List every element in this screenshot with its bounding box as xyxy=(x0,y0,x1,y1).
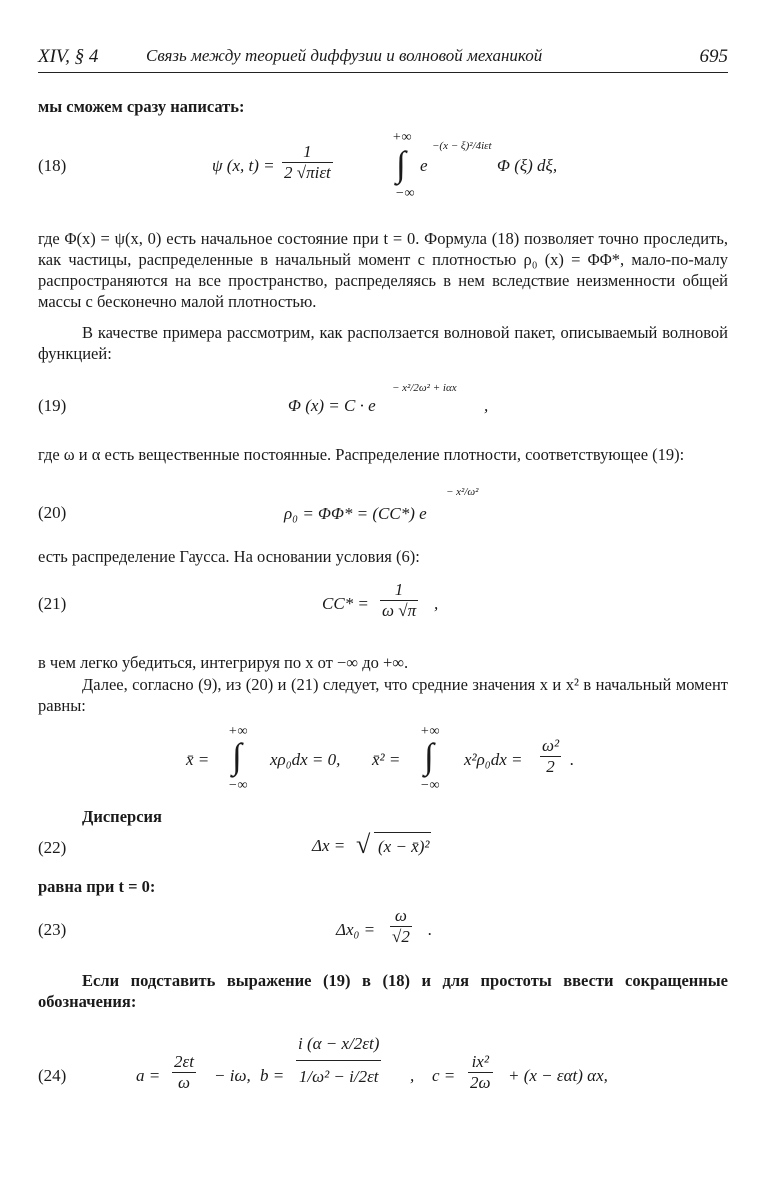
eq18-tail: Φ (ξ) dξ, xyxy=(497,156,558,175)
eq24-c-lhs: c = xyxy=(432,1066,456,1085)
page-number: 695 xyxy=(699,46,728,67)
eq22-radicand: (x − x̄)² xyxy=(374,832,431,857)
chapter-title: Связь между теорией диффузии и волновой механикой xyxy=(146,46,543,65)
eq24-a-tail: − iω, xyxy=(214,1066,251,1085)
mean-x2-den: 2 xyxy=(540,756,561,777)
eq21-lhs: CC* = xyxy=(322,594,369,613)
eq23-lhs: Δx₀ = xyxy=(336,920,376,939)
running-header xyxy=(38,44,728,73)
paragraph-integrating: в чем легко убедиться, интегрируя по x от −∞ до +∞. xyxy=(38,653,409,672)
eq20-exponent: − x²/ω² xyxy=(446,486,479,498)
eq24-b-fraction xyxy=(296,1034,381,1087)
eq22-lhs: Δx = xyxy=(312,836,346,855)
equation-label-20: (20) xyxy=(38,503,67,522)
equation-22 xyxy=(312,828,472,862)
eq18-lower-limit: −∞ xyxy=(395,186,415,201)
eq18-num: 1 xyxy=(303,142,312,161)
eq18-fraction xyxy=(282,142,333,183)
eq24-b-lhs: b = xyxy=(260,1066,285,1085)
eq24-c-num: ix² xyxy=(471,1052,489,1071)
equation-24 xyxy=(136,1030,696,1120)
paragraph-formula-18: где Φ(x) = ψ(x, 0) есть начальное состояние при t = 0. Формула (18) позволяет точно проследить, как частицы, распределенные в начальный момент с плотностью ρ₀ (x) = ΦΦ*, мало-по-малу распространяются на все пространство, распределяясь в нем вследствие неизменности общей массы с бесконечно малой плотностью. xyxy=(38,229,728,311)
mean-x-upper-limit: +∞ xyxy=(228,724,248,739)
eq23-num: ω xyxy=(394,906,407,925)
eq21-tail: , xyxy=(434,594,439,613)
eq18-exp-base: e xyxy=(420,156,428,175)
eq24-b-tail: , xyxy=(410,1066,415,1085)
paragraph-intro: мы сможем сразу написать: xyxy=(38,97,245,116)
label-dispersion: Дисперсия xyxy=(82,807,162,826)
mean-x2-fraction xyxy=(540,736,561,777)
paragraph-means: Далее, согласно (9), из (20) и (21) следует, что средние значения x и x² в начальный момент равны: xyxy=(38,675,728,715)
sqrt-sign: √ xyxy=(356,830,371,859)
mean-x-lower-limit: −∞ xyxy=(228,778,248,793)
eq21-den: ω √π xyxy=(382,601,417,620)
paragraph-constants: где ω и α есть вещественные постоянные. Распределение плотности, соответствующее (19): xyxy=(38,445,685,464)
paragraph-substitute: Если подставить выражение (19) в (18) и для простоты ввести сокращенные обозначения: xyxy=(38,971,728,1011)
eq19-exponent: − x²/2ω² + iαx xyxy=(392,382,457,394)
paragraph-gauss: есть распределение Гаусса. На основании условия (6): xyxy=(38,547,420,566)
eq18-den: 2 √πiεt xyxy=(284,163,331,182)
section-number: XIV, § 4 xyxy=(38,46,99,67)
eq24-b-num: i (α − x/2εt) xyxy=(298,1034,380,1053)
mean-x2-tail: . xyxy=(570,750,575,769)
eq18-upper-limit: +∞ xyxy=(392,130,412,145)
eq19-lhs: Φ (x) = C · e xyxy=(288,396,376,415)
eq24-a-fraction xyxy=(172,1052,196,1093)
paragraph-example: В качестве примера рассмотрим, как расползается волновой пакет, описываемый волновой функцией: xyxy=(38,323,728,363)
equation-21 xyxy=(322,578,482,628)
equation-label-18: (18) xyxy=(38,156,67,175)
equation-label-24: (24) xyxy=(38,1066,67,1085)
integral-sign: ∫ xyxy=(424,736,434,776)
mean-x-lhs: x̄ = xyxy=(186,750,210,769)
eq21-num: 1 xyxy=(394,580,404,599)
eq23-tail: . xyxy=(428,920,433,939)
equation-label-23: (23) xyxy=(38,920,67,939)
eq23-fraction xyxy=(390,906,412,947)
eq24-c-tail: + (x − εαt) αx, xyxy=(508,1066,608,1085)
paragraph-at-t0: равна при t = 0: xyxy=(38,877,156,896)
integral-sign: ∫ xyxy=(232,736,242,776)
equation-label-19: (19) xyxy=(38,396,67,415)
equation-label-21: (21) xyxy=(38,594,67,613)
eq19-tail: , xyxy=(484,396,489,415)
mean-x-body: xρ₀dx = 0, xyxy=(270,750,341,769)
eq24-a-lhs: a = xyxy=(136,1066,161,1085)
eq18-exponent: −(x − ξ)²/4iεt xyxy=(432,140,492,152)
mean-x2-lower-limit: −∞ xyxy=(420,778,440,793)
eq24-c-den: 2ω xyxy=(470,1073,491,1092)
eq23-den: √2 xyxy=(392,927,410,946)
mean-x2-body: x²ρ₀dx = xyxy=(464,750,523,769)
equation-19 xyxy=(288,378,508,424)
eq21-fraction xyxy=(380,580,418,621)
equation-mean-values xyxy=(186,726,606,796)
eq24-a-den: ω xyxy=(172,1072,196,1093)
mean-x2-lhs: x̄² = xyxy=(372,750,401,769)
integral-sign: ∫ xyxy=(396,144,406,184)
equation-23 xyxy=(336,904,476,956)
eq24-b-den: 1/ω² − i/2εt xyxy=(296,1060,381,1087)
eq24-c-fraction xyxy=(468,1052,493,1093)
eq24-a-num: 2εt xyxy=(174,1052,194,1071)
equation-20 xyxy=(284,484,504,530)
equation-18 xyxy=(212,130,592,204)
equation-label-22: (22) xyxy=(38,838,67,857)
mean-x2-num: ω² xyxy=(542,736,560,755)
eq18-lhs: ψ (x, t) = xyxy=(212,156,275,175)
mean-x2-upper-limit: +∞ xyxy=(420,724,440,739)
eq20-lhs: ρ₀ = ΦΦ* = (CC*) e xyxy=(284,504,427,523)
